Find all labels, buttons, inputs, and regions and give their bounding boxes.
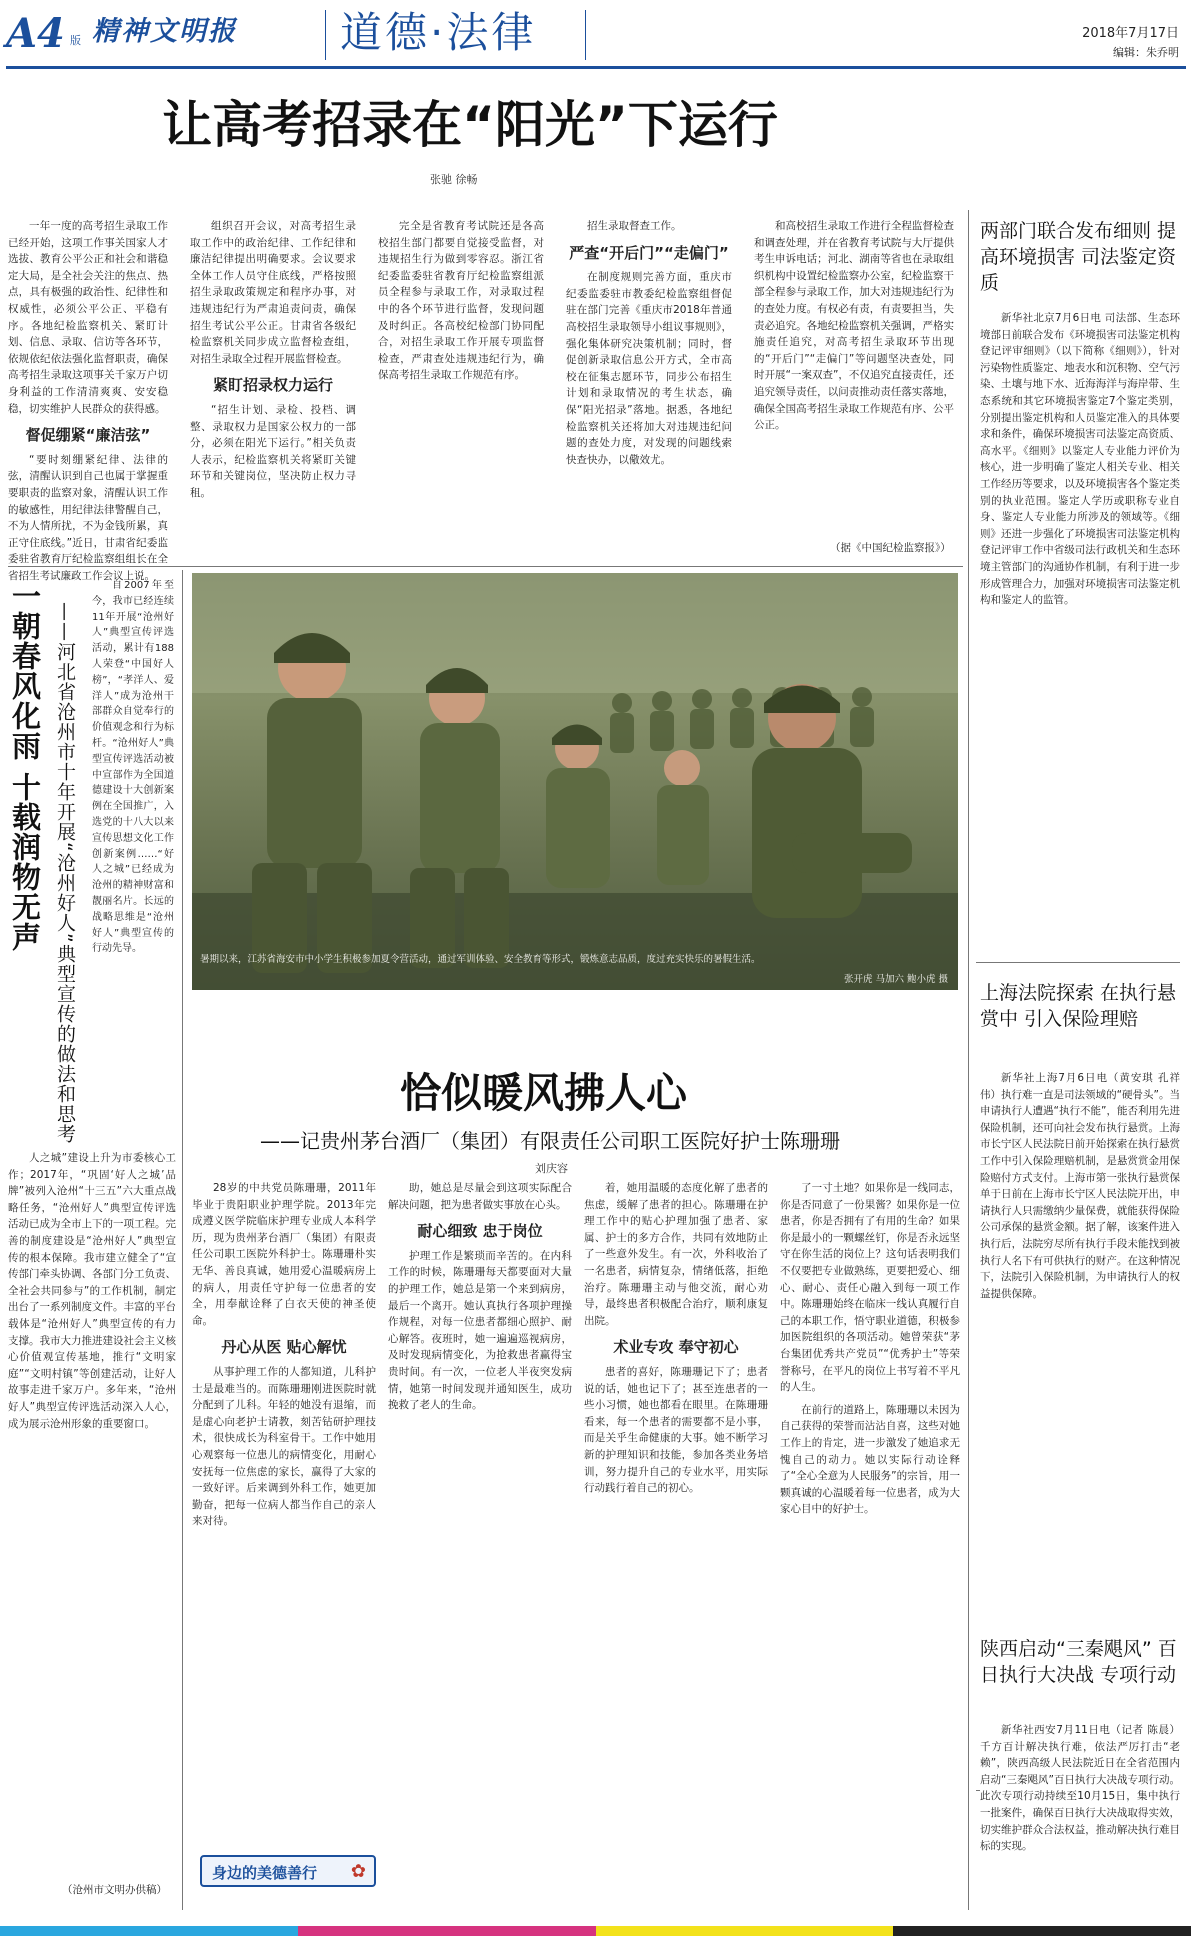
lead-col-2-para: 组织召开会议，对高考招生录取工作中的政治纪律、工作纪律和廉洁纪律提出明确要求。会议要求全体工作人员守住底线，严格按照招生录取政策规定和程序办事，对违规违纪行为严肃追责问责，确保招生考试公平公正。甘肃省各级纪检监察机关同步成立监督检查组，对招生录取全过程开展监督检查。 (190, 220, 356, 365)
footer-tag (200, 1855, 376, 1887)
masthead-rule (6, 66, 1186, 69)
footer-tag-label: 身边的美德善行 (212, 1864, 318, 1882)
feature-col-bottom (8, 1150, 176, 1875)
section-divider (325, 10, 326, 60)
article2-subhead-2: 耐心细致 忠于岗位 (417, 1222, 543, 1241)
article2-col-3b-para: 患者的喜好，陈珊珊记下了；患者说的话，她也记下了；甚至连患者的一些小习惯，她也都看在眼里。在陈珊珊看来，每一个患者的需要都不是小事，而是关乎生命健康的大事。她不断学习新的护理知识和技能，参加各类业务培训，努力提升自己的专业水平，用实际行动践行着自己的初心。 (584, 1365, 768, 1495)
flower-icon: ✿ (350, 1861, 366, 1882)
photo-caption: 暑期以来，江苏省海安市中小学生积极参加夏令营活动，通过军训体验、安全教育等形式，锻炼意志品质，度过充实快乐的暑假生活。 (200, 954, 761, 965)
lead-col-1b-para: “要时刻绷紧纪律、法律的弦，清醒认识到自己也属于掌握重要职责的监察对象，清醒认识工作的敏感性，用纪律法律警醒自己，不为人情所扰，不为金钱所累，真正守住底线。”近日，甘肃省纪委监委驻省教育厅纪检监察组组长在全省招生考试廉政工作会议上说。 (8, 453, 168, 582)
feature-rule (182, 570, 183, 1910)
lead-col-2 (190, 218, 356, 558)
sidebar-title-1: 两部门联合发布细则 提高环境损害 司法鉴定资质 (980, 220, 1177, 294)
article2-col-2b-para: 护理工作是繁琐而辛苦的。在内科工作的时候，陈珊珊每天都要面对大量的护理工作，她总是第一个来到病房，最后一个离开。她认真执行各项护理操作规程，对每一位患者都细心照护、耐心解答。夜班时，她一遍遍巡视病房，及时发现病情变化，为抢救患者赢得宝贵时间。有一次，一位老人半夜突发病情，她第一时间发现并通知医生，成功挽救了老人的生命。 (388, 1249, 572, 1412)
section-title: 道德·法律 (340, 8, 537, 57)
feature-top-para: 自2007年至今，我市已经连续11年开展“沧州好人”典型宣传评选活动，累计有188人荣登“中国好人榜”，“孝洋人、爱洋人”成为沧州干部群众自觉奉行的价值观念和行为标杆。“沧州好人”典型宣传评选活动被中宣部作为全国道德建设十大创新案例在全国推广，入选党的十八大以来宣传思想文化工作创新案例……“好人之城”已经成为沧州的精神财富和靓丽名片。长远的战略思维是“沧州好人”典型宣传的行动先导。 (92, 580, 174, 955)
lead-title: 让高考招录在“阳光”下运行 (162, 96, 778, 154)
issue-date: 2018年7月17日 (1082, 26, 1179, 41)
training-photo (192, 573, 958, 990)
reg-magenta (298, 1926, 596, 1936)
article2-col-1b-para: 从事护理工作的人都知道，儿科护士是最难当的。而陈珊珊刚进医院时就分配到了儿科。年轻的她没有退缩，而是虚心向老护士请教，刻苦钻研护理技术，很快成长为科室骨干。工作中她用心观察每一位患儿的病情变化，用耐心安抚每一位焦虑的家长，赢得了大家的一致好评。后来调到外科工作，她更加勤奋，把每一位病人都当作自己的亲人来对待。 (192, 1365, 376, 1528)
sidebar-body-3-para: 新华社西安7月11日电（记者 陈晨）千方百计解决执行难，依法严厉打击“老赖”，陕西高级人民法院近日在全省范围内启动“三秦飓风”百日执行大决战专项行动。此次专项行动持续至10月15日，集中执行一批案件，确保百日执行大决战取得实效，切实维护群众合法权益，推动解决执行难目标的实现。 (980, 1724, 1180, 1853)
lead-col-5 (754, 218, 954, 538)
feature-vertical-subtitle (46, 602, 86, 1162)
lead-source: （据《中国纪检监察报》） (830, 542, 951, 554)
reg-yellow (596, 1926, 894, 1936)
lead-col-5-para: 和高校招生录取工作进行全程监督检查和调查处理，并在省教育考试院与大厅提供考生申诉电话；河北、湖南等省也在录取组织机构中设置纪检监察办公室，纪检监察干部全程参与录取工作，加大对违规违纪行为的查处力度。有权必有责，有责要担当，失责必追究。各地纪检监察机关强调，严格实施责任追究，对高考招生录取环节出现的“开后门”“走偏门”等问题坚决查处，同时开展“一案双查”，不仅追究直接责任，还追究领导责任，以问责推动责任落实落地，确保全国高考招生录取工作规范有序、公平公正。 (754, 220, 954, 432)
section-divider-right (585, 10, 586, 60)
page-suffix: 版 (70, 34, 81, 47)
article2-col-1-para: 28岁的中共党员陈珊珊，2011年毕业于贵阳职业护理学院。2013年完成遵义医学院临床护理专业成人本科学历，现为贵州茅台酒厂（集团）有限责任公司职工医院外科护士。陈珊珊朴实无华、善良真诚，她用爱心温暖病房上的病人，用责任守护每一位患者的安全，用奉献诠释了白衣天使的神圣使命。 (192, 1182, 376, 1327)
lead-subhead-4: 严查“开后门”“走偏门” (569, 243, 729, 262)
lead-col-2b-para: “招生计划、录检、投档、调整、录取权力是国家公权力的一部分，必须在阳光下运行。”相关负责人表示，纪检监察机关将紧盯关键环节和关键岗位，坚决防止权力寻租。 (190, 403, 356, 499)
masthead (0, 0, 1191, 78)
training-photo-illustration (192, 573, 958, 990)
color-registration-bar (0, 1926, 1191, 1936)
feature-bottom-para: 人之城”建设上升为市委核心工作；2017年，“巩固‘好人之城’品牌”被列入沧州“十三五”六大重点战略任务，“沧州好人”典型宣传评选活动已成为全市上下的一项工程。完善的制度建设是“沧州好人”典型宣传的根本保障。我市建立健全了“宣传部门牵头协调、各部门分工负责、全社会共同参与”的工作机制，制定出台了一系列制度文件。丰富的平台载体是“沧州好人”典型宣传的有力支撑。我市大力推进建设社会主义核心价值观宣传基地，推行“文明家庭”“文明村镇”等创建活动，让好人故事走进千家万户。多年来，“沧州好人”典型宣传评选活动深入人心，成为展示沧州形象的重要窗口。 (8, 1152, 176, 1430)
photo-credit: 张开虎 马加六 鲍小虎 摄 (843, 974, 948, 985)
article2-col-2-para: 助，她总是尽量会到这项实际配合解决问题，把为患者做实事放在心头。 (388, 1182, 572, 1211)
article2-col-4b-para: 在前行的道路上，陈珊珊以未因为自己获得的荣誉而沾沾自喜，这些对她工作上的肯定，进一步激发了她追求无愧自己的动力。她以实际行动诠释了“全心全意为人民服务”的宗旨，用一颗真诚的心温暖着每一位患者，成为大家心目中的好护士。 (780, 1403, 960, 1516)
article2-col-4 (780, 1180, 960, 1900)
lead-col-3 (378, 218, 544, 558)
feature-source: （沧州市文明办供稿） (62, 1884, 167, 1896)
feature-vertical-title (0, 575, 50, 1175)
lead-col-1 (8, 218, 168, 582)
lead-col-4b-para: 在制度规则完善方面，重庆市纪委监委驻市教委纪检监察组督促驻在部门完善《重庆市2018年普通高校招生录取领导小组议事规则》，强化集体研究决策机制；同时，督促创新录取信息公开方式，全市高校在征集志愿环节，同步公布招生计划和录取情况的考生状态，确保“阳光招录”落地。据悉，各地纪检监察机关还将加大对违规违纪问题的查处力度，对发现的问题线索快查快办，以儆效尤。 (566, 271, 732, 466)
article2-col-3-para: 着，她用温暖的态度化解了患者的焦虑，缓解了患者的担心。陈珊珊在护理工作中的贴心护理加强了患者、家属、护士的多方合作，共同有效地防止了一些意外发生。有一次，外科收治了一名患者，病情复杂，情绪低落，拒绝治疗。陈珊珊主动与他交流，耐心劝导，最终患者积极配合治疗，顺利康复出院。 (584, 1182, 768, 1327)
sidebar-body-1 (980, 310, 1180, 950)
lead-col-3-para: 完全是省教育考试院还是各高校招生部门都要自觉接受监督，对违规招生行为做到零容忍。浙江省纪委监委驻省教育厅纪检监察组派员全程参与录取工作，对录取过程中的各个环节进行监督，发现问题及时纠正。各高校纪检部门协同配合，对招生录取工作开展专项监督检查，严肃查处违规违纪行为，确保高考招生录取工作规范有序。 (378, 220, 544, 382)
sidebar-body-2-para: 新华社上海7月6日电（黄安琪 孔祥伟）执行难一直是司法领域的“硬骨头”。当申请执行人遭遇“执行不能”，能否利用先进保险机制，还可向社会发布执行悬赏。上海市长宁区人民法院日前开始探索在执行悬赏工作中引入保险理赔机制，是悬赏赏金用保险赔付方式支付。上海市第一张执行悬赏保单于日前在上海市长宁区人民法院开出，申请执行人只需缴纳少量保费，就能获得保险公司承保的悬赏金额。据了解，该案件进入执行后，法院穷尽所有执行手段未能找到被执行人名下有可供执行的财产。在这种情况下，法院引入保险机制，为申请执行人的权益提供保障。 (980, 1072, 1180, 1300)
paper-name: 精神文明报 (92, 16, 237, 47)
sidebar-rule (968, 210, 969, 1910)
article2-subhead-1: 丹心从医 贴心解忧 (221, 1338, 347, 1357)
lead-col-4 (566, 218, 732, 558)
article2-col-2 (388, 1180, 572, 1900)
lead-subhead-1: 督促绷紧“廉洁弦” (25, 426, 151, 445)
page-code: A4 (6, 10, 65, 57)
feature-col-top (92, 578, 174, 1138)
feature-subtitle: ——河北省沧州市十年开展“沧州好人”典型宣传的做法和思考 (54, 602, 76, 1144)
reg-cyan (0, 1926, 298, 1936)
lead-col-4-para: 招生录取督查工作。 (587, 220, 682, 232)
sidebar-body-3 (980, 1722, 1180, 1902)
lead-byline: 张驰 徐畅 (430, 173, 478, 186)
sidebar (976, 210, 1184, 1910)
lead-subhead-2: 紧盯招录权力运行 (212, 376, 333, 395)
article2-byline: 刘庆容 (535, 1162, 568, 1175)
sidebar-divider-1 (976, 962, 1180, 963)
lead-bottom-rule (8, 566, 963, 567)
article2-col-3 (584, 1180, 768, 1900)
editor-label: 编辑：朱乔明 (1113, 46, 1179, 59)
sidebar-body-1-para: 新华社北京7月6日电 司法部、生态环境部日前联合发布《环境损害司法鉴定机构登记评审细则》（以下简称《细则》），针对污染物性质鉴定、地表水和沉积物、空气污染、土壤与地下水、近海海洋与海岸带、生态系统和其它环境损害鉴定7个鉴定类别，分别提出鉴定机构和人员鉴定准入的具体要求和条件，确保环境损害司法鉴定高资质、高水平。《细则》以鉴定人专业能力评价为核心，进一步明确了鉴定人相关专业、相关工作经历等要求，以及环境损害各个鉴定类别的执业范围。鉴定人学历或职称专业自身、鉴定人专业能力所涉及的领域等。《细则》还进一步强化了环境损害司法鉴定机构登记评审工作中省级司法行政机关和生态环境主管部门的沟通协作机制，有利于进一步形成管理合力，加强对环境损害司法鉴定机构和鉴定人的监管。 (980, 312, 1180, 607)
feature-title: 一朝春风化雨 十载润物无声 (8, 581, 42, 953)
article2-col-1 (192, 1180, 376, 1820)
reg-black (893, 1926, 1191, 1936)
lead-col-1-para: 一年一度的高考招生录取工作已经开始，这项工作事关国家人才选拔、教育公平公正和社会和谐稳定大局，是全社会关注的焦点、热点，具有极强的政治性、纪律性和权威性，必须公平公正、平稳有序。各地纪检监察机关、紧盯计划、信息、录取、信访等各环节，依规依纪依法强化监督职责，确保高考招生录取这项事关千家万户切身利益的工作清清爽爽、安安稳稳，切实维护人民群众的获得感。 (8, 220, 168, 415)
sidebar-title-2: 上海法院探索 在执行悬赏中 引入保险理赔 (980, 982, 1177, 1030)
article2-subhead-3: 术业专攻 奉守初心 (613, 1338, 739, 1357)
article2-title: 恰似暖风拂人心 (400, 1069, 687, 1117)
article2-col-4-para: 了一寸土地？如果你是一线同志，你是否同意了一份果酱？如果你是一位患者，你是否拥有了有用的生命？如果你是最小的一颗螺丝钉，你是否永远坚守在你生活的岗位上？这句话表明我们不仅要把专业做熟练，更要把爱心、细心、耐心、责任心融入到每一项工作中。陈珊珊始终在临床一线认真履行自己的本职工作，悟守职业道德，积极参加医院组织的各项活动。她曾荣获“茅台集团优秀共产党员”“优秀护士”等荣誉称号，在平凡的岗位上书写着不平凡的人生。 (780, 1182, 960, 1394)
article2-subtitle: ——记贵州茅台酒厂（集团）有限责任公司职工医院好护士陈珊珊 (260, 1129, 840, 1153)
sidebar-title-3: 陕西启动“三秦飓风” 百日执行大决战 专项行动 (980, 1636, 1180, 1688)
